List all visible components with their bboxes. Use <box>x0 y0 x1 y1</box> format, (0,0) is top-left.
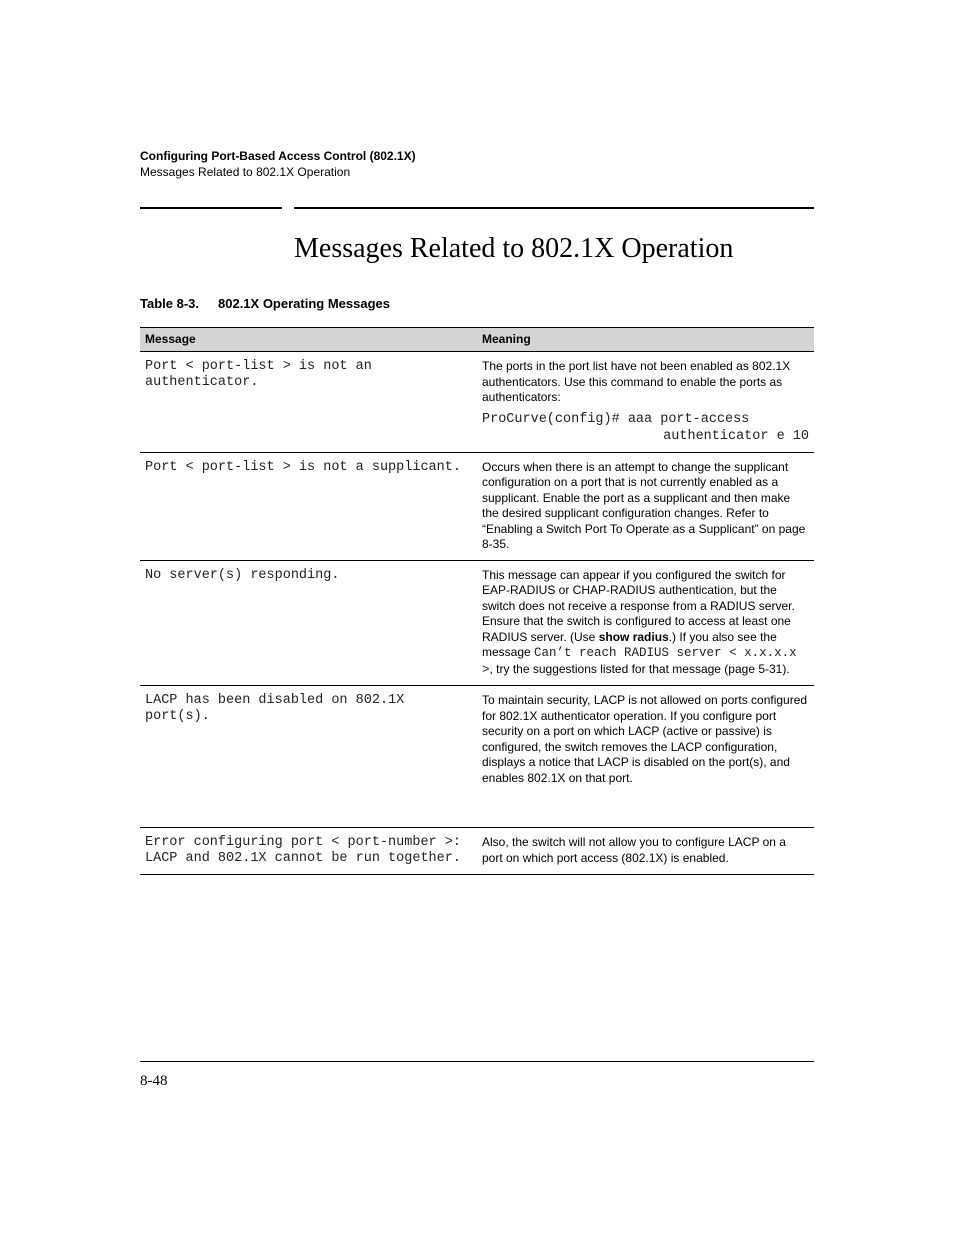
table-row <box>140 452 814 560</box>
table-spacer <box>140 793 814 828</box>
page-number: 8-48 <box>140 1073 168 1089</box>
meaning-cell: Occurs when there is an attempt to change the supplicant configuration on a port that is not currently enabled as a supplicant. Enable the port as a supplicant and then make the desired supplicant configuration changes. Refer to “Enabling a Switch Port To Operate as a Supplicant” on page 8-35. <box>477 452 814 560</box>
message-cell: Port < port-list > is not an authenticator. <box>140 352 477 453</box>
messages-table <box>140 327 814 875</box>
column-header-message: Message <box>140 328 477 352</box>
meaning-text: , try the suggestions listed for that message (page 5-31). <box>489 661 790 676</box>
inline-message: Can’t reach RADIUS server < x.x.x.x > <box>482 646 797 677</box>
table-caption <box>140 295 390 313</box>
table-row <box>140 686 814 794</box>
message-cell: Port < port-list > is not a supplicant. <box>140 452 477 560</box>
section-subtitle: Messages Related to 802.1X Operation <box>140 165 351 179</box>
running-header <box>140 148 416 180</box>
table-row <box>140 560 814 686</box>
command-line-2: authenticator e 10 <box>663 428 809 444</box>
message-cell: Error configuring port < port-number >: LACP and 802.1X cannot be run together. <box>140 828 477 875</box>
meaning-cell: To maintain security, LACP is not allowed on ports configured for 802.1X authenticator operation. If you configure port security on a port on which LACP (active or passive) is configured, the switch removes the LACP configuration, displays a notice that LACP is disabled on the port(s), and enables 802.1X on that port. <box>482 693 808 785</box>
table-header-row <box>140 328 814 352</box>
table-caption-number: Table 8-3. <box>140 296 200 311</box>
footer-rule <box>140 1061 814 1062</box>
meaning-cell <box>477 352 814 453</box>
table-caption-title: 802.1X Operating Messages <box>218 296 390 311</box>
meaning-text: This message can appear if you configured the switch for EAP-RADIUS or CHAP-RADIUS authentication, but the switch does not receive a response from a RADIUS server. Ensure that the switch is configured to access at least one RADIUS server. (Use <box>482 567 795 644</box>
chapter-title: Configuring Port-Based Access Control (802.1X) <box>140 149 416 163</box>
command-line-1: ProCurve(config)# aaa port-access <box>482 411 750 427</box>
column-header-meaning: Meaning <box>477 328 814 352</box>
message-cell: No server(s) responding. <box>140 560 477 686</box>
meaning-text: The ports in the port list have not been enabled as 802.1X authenticators. Use this command to enable the ports as authenticators: <box>482 359 791 404</box>
meaning-text: .) If you also see the message <box>482 629 777 659</box>
command-name: show radius <box>598 629 669 644</box>
header-rule-long <box>294 207 814 209</box>
table-row <box>140 828 814 875</box>
table-row <box>140 352 814 453</box>
header-rule-short <box>140 207 282 209</box>
command-example <box>482 411 809 445</box>
meaning-cell <box>477 560 814 686</box>
message-cell: LACP has been disabled on 802.1X port(s). <box>145 693 405 724</box>
page-title: Messages Related to 802.1X Operation <box>294 233 734 264</box>
meaning-cell: Also, the switch will not allow you to configure LACP on a port on which port access (802.1X) is enabled. <box>477 828 814 875</box>
